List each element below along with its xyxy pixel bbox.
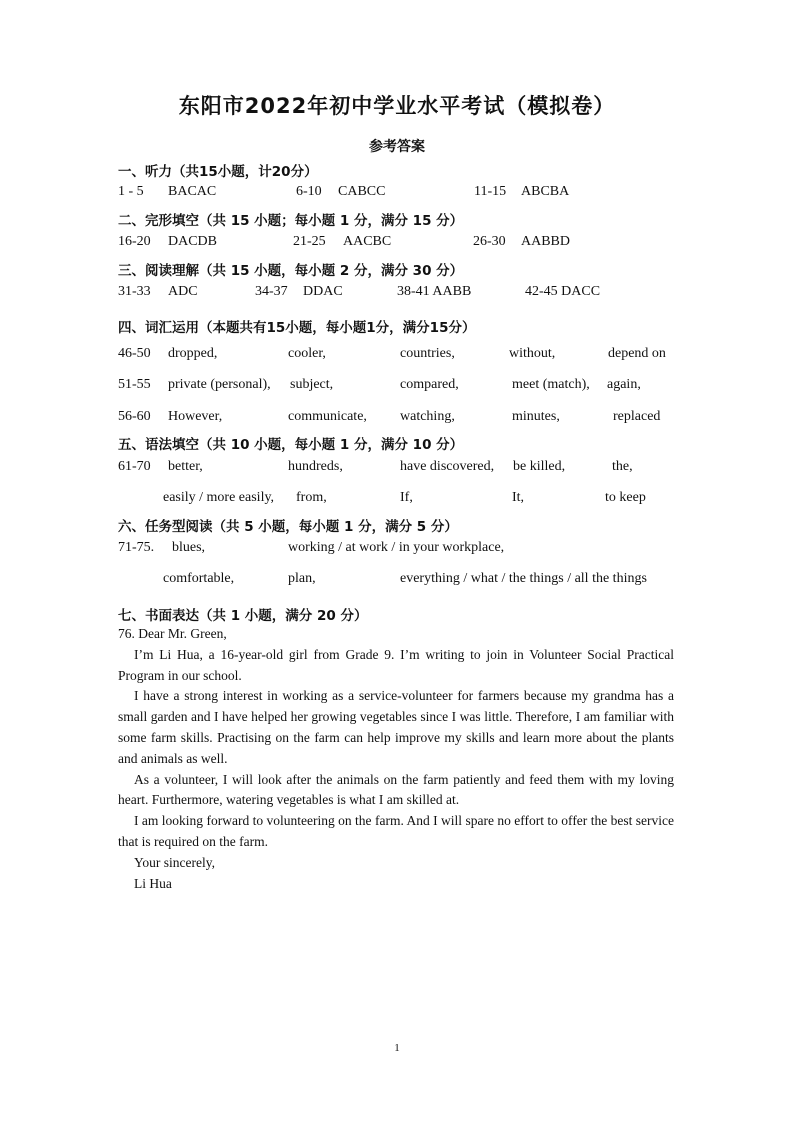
- question-range: 31-33: [118, 284, 151, 299]
- section-heading-reading: 三、阅读理解（共 15 小题，每小题 2 分，满分 30 分）: [118, 263, 464, 279]
- section-heading-listening: 一、听力（共15小题，计20分）: [118, 164, 318, 180]
- answer-value: blues,: [172, 540, 206, 555]
- answer-value: from,: [296, 490, 327, 505]
- answer-value: DACDB: [168, 234, 218, 249]
- section-heading-vocabulary: 四、词汇运用（本题共有15小题，每小题1分，满分15分）: [118, 320, 476, 336]
- answer-value: the,: [612, 459, 633, 474]
- answer-value: depend on: [608, 346, 666, 361]
- answer-row-reading: [0, 284, 794, 304]
- page-subtitle: 参考答案: [369, 139, 425, 155]
- answer-value: ADC: [168, 284, 198, 299]
- question-range: 61-70: [118, 459, 151, 474]
- question-range: 11-15: [474, 184, 507, 199]
- answer-value: comfortable,: [163, 571, 235, 586]
- essay-paragraph: I have a strong interest in working as a service-volunteer for farmers because my grandma has a small garden and I have helped her growing vegetables since I was little. Therefore, I am familiar with some farm skills. Practising on the farm can help improve my skills and learn more about the plants and animals as well.: [118, 688, 674, 766]
- essay-paragraph: I’m Li Hua, a 16-year-old girl from Grade 9. I’m writing to join in Volunteer Social Practical Program in our school.: [118, 646, 674, 683]
- answer-value: countries,: [400, 346, 455, 361]
- answer-row-grammar: [0, 459, 794, 479]
- question-range: 16-20: [118, 234, 151, 249]
- answer-value: without,: [509, 346, 556, 361]
- answer-value: again,: [607, 377, 641, 392]
- answer-value: working / at work / in your workplace,: [288, 540, 505, 555]
- answer-value: hundreds,: [288, 459, 343, 474]
- answer-row-cloze: [0, 234, 794, 254]
- essay-greeting: 76. Dear Mr. Green,: [118, 626, 227, 641]
- answer-row-task-reading: [0, 571, 794, 591]
- answer-value: replaced: [613, 409, 661, 424]
- answer-row-grammar: [0, 490, 794, 510]
- question-range: 6-10: [296, 184, 322, 199]
- answer-value: BACAC: [168, 184, 217, 199]
- answer-value: AABBD: [521, 234, 571, 249]
- answer-row-task-reading: [0, 540, 794, 560]
- answer-value: subject,: [290, 377, 334, 392]
- answer-value: better,: [168, 459, 203, 474]
- question-range: 34-37: [255, 284, 288, 299]
- answer-value: meet (match),: [512, 377, 590, 392]
- question-range: 51-55: [118, 377, 151, 392]
- answer-value: to keep: [605, 490, 646, 505]
- question-range: 71-75.: [118, 540, 155, 555]
- section-heading-writing: 七、书面表达（共 1 小题，满分 20 分）: [118, 608, 368, 624]
- essay-closing: Your sincerely,: [134, 854, 215, 870]
- answer-row-listening: [0, 184, 794, 204]
- answer-value: private (personal),: [168, 377, 271, 392]
- answer-value: AACBC: [343, 234, 392, 249]
- question-range: 46-50: [118, 346, 151, 361]
- answer-value: watching,: [400, 409, 455, 424]
- question-range: 1 - 5: [118, 184, 144, 199]
- answer-value: 42-45 DACC: [525, 284, 601, 299]
- answer-value: DDAC: [303, 284, 343, 299]
- question-range: 21-25: [293, 234, 326, 249]
- page-title: 东阳市2022年初中学业水平考试（模拟卷）: [178, 94, 616, 118]
- answer-value: minutes,: [512, 409, 560, 424]
- section-heading-cloze: 二、完形填空（共 15 小题；每小题 1 分，满分 15 分）: [118, 213, 464, 229]
- answer-value: easily / more easily,: [163, 490, 275, 505]
- answer-value: compared,: [400, 377, 459, 392]
- answer-value: If,: [400, 490, 413, 505]
- answer-value: ABCBA: [521, 184, 570, 199]
- answer-value: CABCC: [338, 184, 386, 199]
- answer-row-vocabulary: [0, 346, 794, 366]
- question-range: 56-60: [118, 409, 151, 424]
- essay-signature: Li Hua: [134, 875, 172, 891]
- answer-row-vocabulary: [0, 409, 794, 429]
- essay-paragraph: I am looking forward to volunteering on the farm. And I will spare no effort to offer the best service that is required on the farm.: [118, 813, 674, 849]
- answer-value: cooler,: [288, 346, 326, 361]
- answer-value: plan,: [288, 571, 316, 586]
- answer-row-vocabulary: [0, 377, 794, 397]
- answer-value: be killed,: [513, 459, 566, 474]
- answer-value: have discovered,: [400, 459, 495, 474]
- answer-value: However,: [168, 409, 223, 424]
- answer-value: 38-41 AABB: [397, 284, 472, 299]
- question-range: 26-30: [473, 234, 506, 249]
- section-heading-task-reading: 六、任务型阅读（共 5 小题，每小题 1 分，满分 5 分）: [118, 519, 458, 535]
- answer-value: everything / what / the things / all the things: [400, 571, 647, 586]
- answer-value: It,: [512, 490, 525, 505]
- section-heading-grammar: 五、语法填空（共 10 小题，每小题 1 分，满分 10 分）: [118, 437, 464, 453]
- page-number: 1: [394, 1042, 400, 1054]
- essay-paragraph: As a volunteer, I will look after the animals on the farm patiently and feed them with my loving heart. Furthermore, watering vegetables is what I am skilled at.: [118, 771, 674, 808]
- answer-value: dropped,: [168, 346, 218, 361]
- answer-value: communicate,: [288, 409, 367, 424]
- sample-essay: [118, 624, 674, 894]
